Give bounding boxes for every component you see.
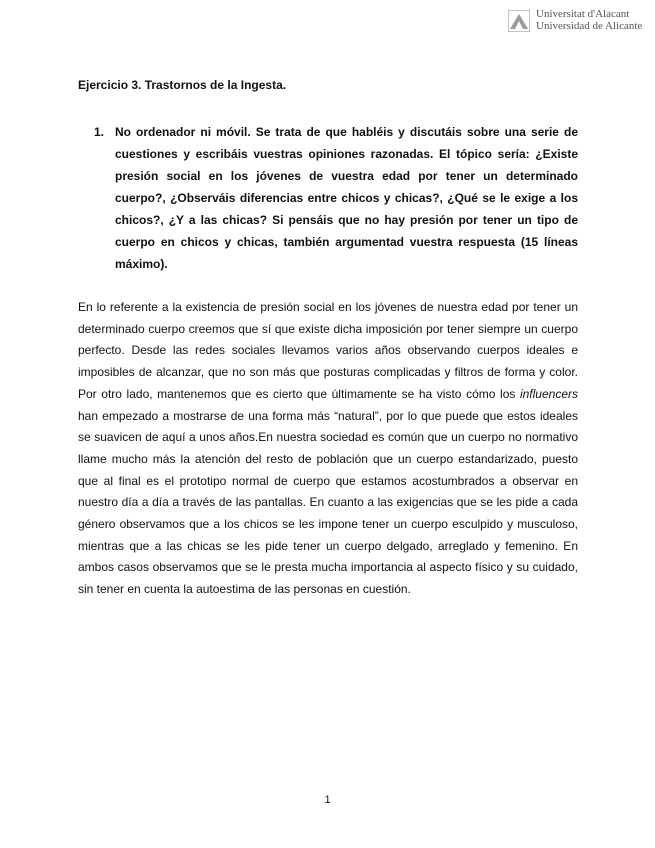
university-emblem-icon xyxy=(508,10,530,32)
answer-paragraph xyxy=(78,297,578,601)
page-number: 1 xyxy=(324,794,331,806)
exercise-title: Ejercicio 3. Trastornos de la Ingesta. xyxy=(78,78,287,92)
question-item xyxy=(94,121,578,275)
university-logo xyxy=(508,8,642,32)
answer-text-part2: han empezado a mostrarse de una forma más “natural”, por lo que puede que estos ideales se suavicen de aquí a unos años.En nuestra sociedad es común que un cuerpo no normativo llame mucho más la atención del resto de población que un cuerpo estandarizado, puesto que al final es el prototipo normal de cuerpo que estamos acostumbrados a observar en nuestro día a día a través de las pantallas. En cuanto a las exigencias que se les pide a cada género observamos que a los chicos se les impone tener un cuerpo esculpido y musculoso, mientras que a las chicas se les pide tener un cuerpo delgado, arreglado y femenino. En ambos casos observamos que se le presta mucha importancia al aspecto físico y su cuidado, sin tener en cuenta la autoestima de las personas en cuestión. xyxy=(78,408,578,597)
question-number: 1. xyxy=(94,125,105,139)
answer-text-part1: En lo referente a la existencia de presión social en los jóvenes de nuestra edad por tener un determinado cuerpo creemos que sí que existe dicha imposición por tener siempre un cuerpo perfecto. Desde las redes sociales llevamos varios años observando cuerpos ideales e imposibles de alcanzar, que no son más que posturas complicadas y filtros de forma y color. Por otro lado, mantenemos que es cierto que últimamente se ha visto cómo los xyxy=(78,300,578,401)
question-text: No ordenador ni móvil. Se trata de que habléis y discutáis sobre una serie de cuestiones y escribáis vuestras opiniones razonadas. El tópico sería: ¿Existe presión social en los jóvenes de vuestra edad por tener un determinado cuerpo?, ¿Observáis diferencias entre chicos y chicas?, ¿Qué se le exige a los chicos?, ¿Y a las chicas? Si pensáis que no hay presión por tener un tipo de cuerpo en chicos y chicas, también argumentad vuestra respuesta (15 líneas máximo). xyxy=(115,125,578,271)
answer-italic-term: influencers xyxy=(519,386,578,401)
logo-line-valencian: Universitat d'Alacant xyxy=(536,8,630,20)
logo-line-spanish: Universidad de Alicante xyxy=(536,20,643,32)
